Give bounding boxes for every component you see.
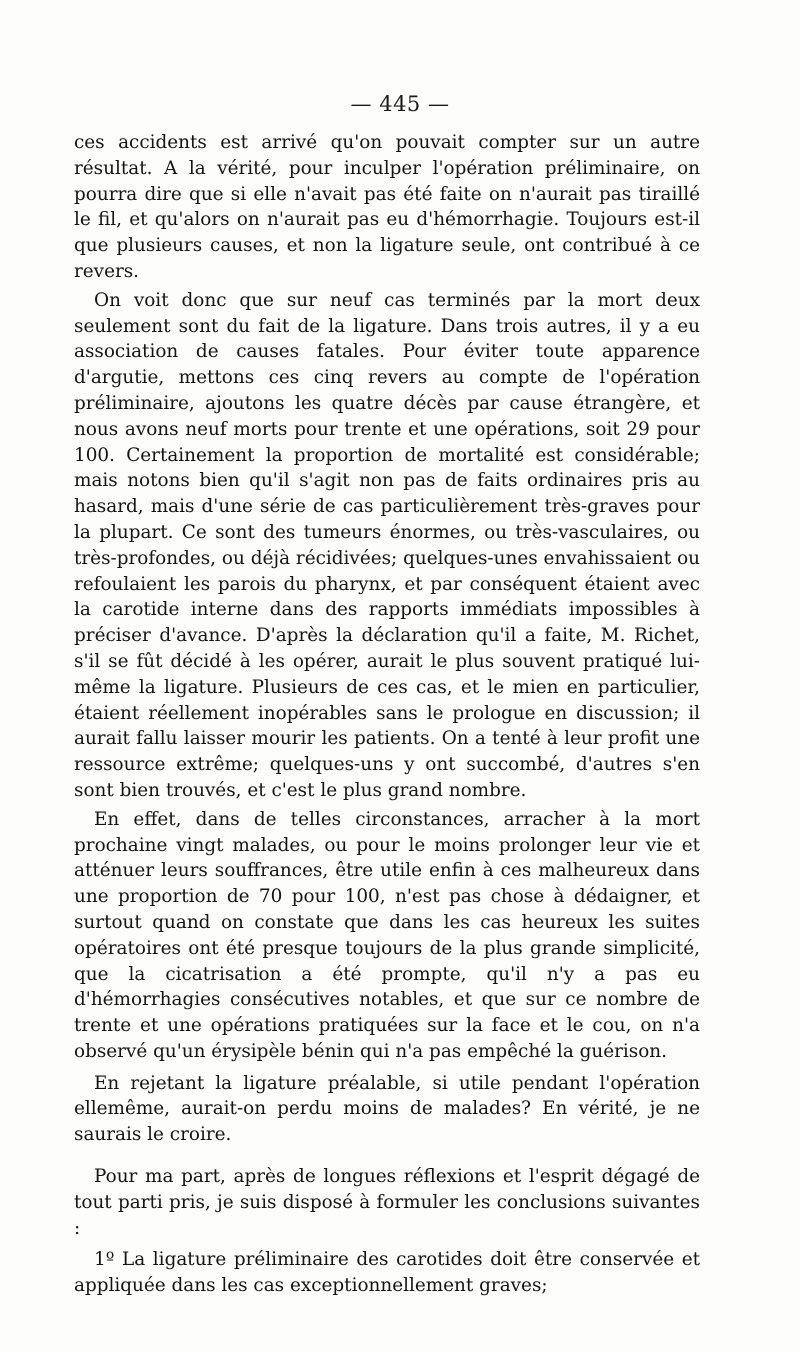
paragraph-4: En rejetant la ligature préalable, si utile pendant l'opération ellemême, aurait-on perdu moins de malades? En vérité, je ne saurais le croire. bbox=[74, 1072, 700, 1146]
conclusion-item-1: 1º La ligature préliminaire des carotides doit être conservée et appliquée dans les cas exceptionnellement graves; bbox=[74, 1249, 700, 1297]
paragraph-2: On voit donc que sur neuf cas terminés par la mort deux seulement sont du fait de la ligature. Dans trois autres, il y a eu association de causes fatales. Pour éviter toute apparence d'argutie, mettons ces cinq revers au compte de l'opération préliminaire, ajoutons les quatre décès par cause étrangère, et nous avons neuf morts pour trente et une opérations, soit 29 pour 100. Certainement la proportion de mortalité est considérable; mais notons bien qu'il s'agit non pas de faits ordinaires pris au hasard, mais d'une série de cas particulièrement très-graves pour la plupart. Ce sont des tumeurs énormes, ou très-vasculaires, ou très-profondes, ou déjà récidivées; quelques-unes envahissaient ou refoulaient les parois du pharynx, et par conséquent étaient avec la carotide interne dans des rapports immédiats impossibles à préciser d'avance. D'après la déclaration qu'il a faite, M. Richet, s'il se fût décidé à les opérer, aurait le plus souvent pratiqué lui-même la ligature. Plusieurs de ces cas, et le mien en particulier, étaient réellement inopérables sans le prologue en discussion; il aurait fallu laisser mourir les patients. On a tenté à leur profit une ressource extrême; quelques-uns y ont succombé, d'autres s'en sont bien trouvés, et c'est le plus grand nombre. bbox=[74, 289, 700, 801]
body-text bbox=[74, 130, 700, 1299]
paragraph-1: ces accidents est arrivé qu'on pouvait compter sur un autre résultat. A la vérité, pour inculper l'opération préliminaire, on pourra dire que si elle n'avait pas été faite on n'aurait pas tiraillé le fil, et qu'alors on n'aurait pas eu d'hémorrhagie. Toujours est-il que plusieurs causes, et non la ligature seule, ont contribué à ce revers. bbox=[74, 132, 700, 282]
paragraph-5: Pour ma part, après de longues réflexions et l'esprit dégagé de tout parti pris, je suis disposé à formuler les conclusions suivantes : bbox=[74, 1166, 700, 1239]
page-number: — 445 — bbox=[350, 92, 450, 116]
paragraph-3: En effet, dans de telles circonstances, arracher à la mort prochaine vingt malades, ou pour le moins prolonger leur vie et atténuer leurs souffrances, être utile enfin à ces malheureux dans une proportion de 70 pour 100, n'est pas chose à dédaigner, et surtout quand on constate que dans les cas heureux les suites opératoires ont été presque toujours de la plus grande simplicité, que la cicatrisation a été prompte, qu'il n'y a pas eu d'hémorrhagies consécutives notables, et que sur ce nombre de trente et une opérations pratiquées sur la face et le cou, on n'a observé qu'un érysipèle bénin qui n'a pas empêché la guérison. bbox=[74, 808, 700, 1062]
